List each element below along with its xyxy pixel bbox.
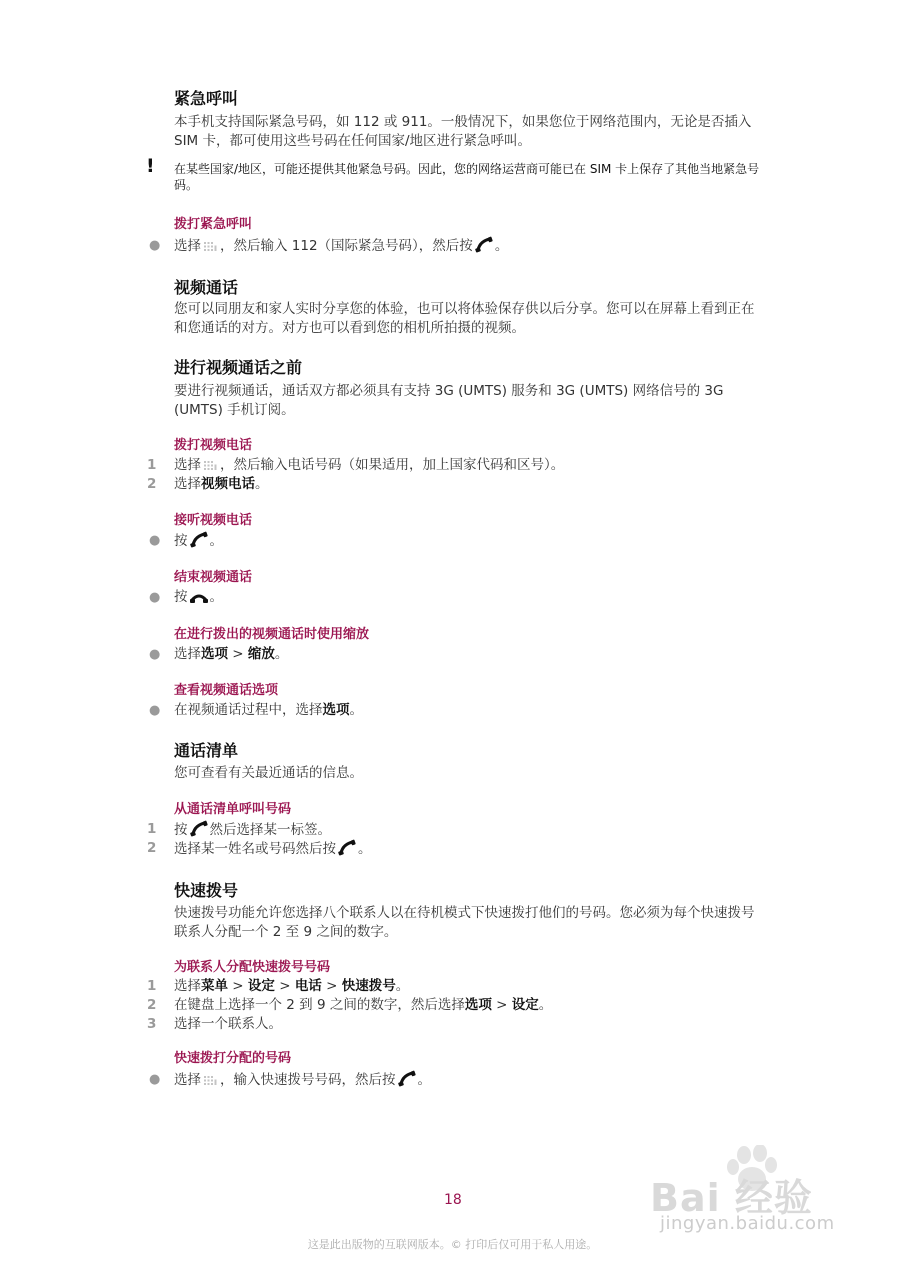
- end-call-icon: [190, 591, 208, 604]
- call-icon: [190, 820, 208, 837]
- bullet-dot: ●: [149, 703, 161, 718]
- call-icon: [398, 1070, 416, 1087]
- bullet-dot: ●: [149, 647, 161, 662]
- section-title-before-video: 进行视频通话之前: [174, 358, 303, 377]
- subheading-assign-speed-dial: 为联系人分配快速拨号号码: [174, 960, 331, 975]
- subheading-view-options: 查看视频通话选项: [174, 683, 279, 698]
- subheading-call-from-list: 从通话清单呼叫号码: [174, 802, 292, 817]
- emergency-paragraph: 本手机支持国际紧急号码，如 112 或 911。一般情况下，如果您位于网络范围内，无论是否插入 SIM 卡，都可使用这些号码在任何国家/地区进行紧急呼叫。: [174, 114, 752, 149]
- keypad-icon: [204, 461, 217, 471]
- subheading-speed-dial-call: 快速拨打分配的号码: [174, 1051, 292, 1066]
- subheading-make-video-call: 拨打视频电话: [174, 438, 253, 453]
- page-number: 18: [444, 1192, 462, 1208]
- section-title-video-call: 视频通话: [174, 278, 239, 297]
- section-title-speed-dial: 快速拨号: [174, 881, 239, 900]
- bullet-dot: ●: [149, 238, 161, 253]
- footer-notice: 这是此出版物的互联网版本。© 打印后仅可用于私人用途。: [307, 1238, 598, 1251]
- call-icon: [475, 236, 493, 253]
- bullet-dot: ●: [149, 1072, 161, 1087]
- exclamation-icon: !: [146, 155, 155, 177]
- section-title-call-list: 通话清单: [174, 741, 239, 760]
- subheading-end-video: 结束视频通话: [174, 570, 253, 585]
- emergency-note: 在某些国家/地区，可能还提供其他紧急号码。因此，您的网络运营商可能已在 SIM 卡上保存了其他当地紧急号码。: [174, 162, 760, 192]
- bullet-dot: ●: [149, 590, 161, 605]
- video-call-paragraph: 您可以同朋友和家人实时分享您的体验，也可以将体验保存供以后分享。您可以在屏幕上看到正在和您通话的对方。对方也可以看到您的相机所拍摄的视频。: [174, 301, 755, 336]
- section-title-emergency: 紧急呼叫: [174, 89, 239, 108]
- watermark-url: jingyan.baidu.com: [660, 1213, 835, 1234]
- speed-dial-paragraph: 快速拨号功能允许您选择八个联系人以在待机模式下快速拨打他们的号码。您必须为每个快速拨号联系人分配一个 2 至 9 之间的数字。: [174, 905, 755, 940]
- watermark-brand: Bai 经验: [650, 1176, 813, 1220]
- manual-page: 紧急呼叫 本手机支持国际紧急号码，如 112 或 911。一般情况下，如果您位于网络范围内，无论是否插入 SIM 卡，都可使用这些号码在任何国家/地区进行紧急呼叫。 ! 在某些国家/地区，可能还提供其他紧急号码。因此，您的网络运营商可能已在 SIM 卡上保存了其他当地紧急号码。 拨打紧急呼叫 ● 选择 ，然后输入 112（国际紧急号码），然后按 。 视频通话 您可以同朋友和家人实时分享您的体验，也可以将体验保存供以后分享。您可以在屏幕上看到正在和您通话的对方。对方也可以看到您的相机所拍摄的视频。 进行视频通话之前 要进行视频通话，通话双方都必须具有支持 3G (UMTS) 服务和 3G (UMTS) 网络信号的 3G (UMTS) 手机订阅。 拨打视频电话 1 选择 ，然后输入电话号码（如果适用，加上国家代码和区号）。 2 选择视频电话。 接听视频电话 ● 按 。 结束视频通话 ● 按 。 在进行拨出的视频通话时使用缩放 ● 选择选项 > 缩放。 查看视频通话选项 ● 在视频通话过程中，选择选项。 通话清单 您可查看有关最近通话的信息。 从通话清单呼叫号码 1 按 然后选择某一标签。 2 选择某一姓名或号码然后按 。 快速拨号 快速拨号功能允许您选择八个联系人以在待机模式下快速拨打他们的号码。您必须为每个快速拨号联系人分配一个 2 至 9 之间的数字。 为联系人分配快速拨号号码 1 选择菜单 > 设定 > 电话 > 快速拨号。 2 在键盘上选择一个 2 到 9 之间的数字，然后选择选项 > 设定。 3 选择一个联系人。 快速拨打分配的号码 ● 选择 ，输入快速拨号号码，然后按 。 Bai 经验 jingyan.baidu.com 18 这是此出版物的互联网版本。© 打印后仅可用于私人用途。: [0, 0, 905, 1280]
- before-video-paragraph: 要进行视频通话，通话双方都必须具有支持 3G (UMTS) 服务和 3G (UMTS) 网络信号的 3G (UMTS) 手机订阅。: [174, 383, 724, 418]
- call-icon: [190, 531, 208, 548]
- subheading-zoom: 在进行拨出的视频通话时使用缩放: [174, 627, 370, 642]
- keypad-icon: [204, 242, 217, 252]
- keypad-icon: [204, 1076, 217, 1086]
- bullet-dot: ●: [149, 533, 161, 548]
- subheading-make-emergency-call: 拨打紧急呼叫: [174, 217, 253, 232]
- subheading-answer-video: 接听视频电话: [174, 513, 253, 528]
- call-list-paragraph: 您可查看有关最近通话的信息。: [174, 765, 363, 781]
- call-icon: [338, 839, 356, 856]
